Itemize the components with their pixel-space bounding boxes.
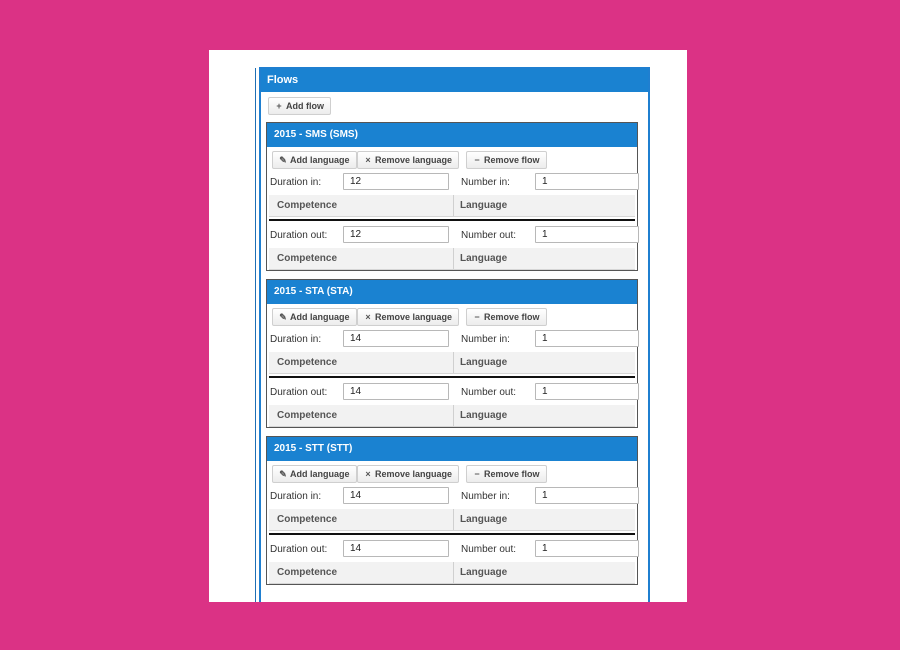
number-in-input[interactable] (535, 330, 639, 347)
output-fields-row (267, 381, 637, 405)
duration-out-label: Duration out: (270, 387, 328, 398)
remove-flow-button[interactable] (466, 465, 547, 483)
language-column-header[interactable]: Language (460, 514, 508, 525)
flow-title: 2015 - STT (STT) (267, 437, 637, 461)
in-table-header (269, 352, 635, 374)
minus-icon: − (474, 312, 480, 322)
duration-in-input[interactable] (343, 330, 449, 347)
duration-out-label: Duration out: (270, 544, 328, 555)
add-language-button[interactable] (272, 465, 357, 483)
number-out-input[interactable] (535, 540, 639, 557)
number-in-label: Number in: (461, 491, 510, 502)
flow-toolbar (267, 304, 637, 328)
duration-in-input[interactable] (343, 173, 449, 190)
number-out-label: Number out: (461, 544, 517, 555)
duration-in-label: Duration in: (270, 177, 322, 188)
out-table-header (269, 405, 635, 427)
output-fields-row (267, 538, 637, 562)
flows-panel (259, 67, 650, 602)
remove-flow-label: Remove flow (484, 469, 540, 479)
minus-icon: − (474, 155, 480, 165)
duration-in-input[interactable] (343, 487, 449, 504)
add-flow-toolbar (261, 92, 648, 122)
add-flow-button[interactable] (268, 97, 331, 115)
column-divider (453, 509, 454, 530)
pencil-icon: ✎ (279, 312, 287, 322)
duration-in-label: Duration in: (270, 334, 322, 345)
output-fields-row (267, 224, 637, 248)
remove-flow-label: Remove flow (484, 312, 540, 322)
add-language-button[interactable] (272, 308, 357, 326)
remove-language-button[interactable] (357, 465, 459, 483)
flows-card (209, 50, 687, 602)
add-language-button[interactable] (272, 151, 357, 169)
pencil-icon: ✎ (279, 469, 287, 479)
left-border-line (255, 68, 256, 602)
add-language-label: Add language (290, 469, 350, 479)
language-column-header[interactable]: Language (460, 410, 508, 421)
number-in-label: Number in: (461, 334, 510, 345)
duration-out-input[interactable] (343, 540, 449, 557)
competence-column-header[interactable]: Competence (277, 357, 338, 368)
toolbar-divider (458, 310, 459, 323)
column-divider (453, 248, 454, 269)
close-icon: × (365, 312, 371, 322)
flow-title: 2015 - STA (STA) (267, 280, 637, 304)
column-divider (453, 405, 454, 426)
language-column-header[interactable]: Language (460, 253, 508, 264)
number-out-label: Number out: (461, 230, 517, 241)
panel-title: Flows (261, 69, 648, 92)
in-table-header (269, 509, 635, 531)
add-language-label: Add language (290, 312, 350, 322)
out-table-header (269, 562, 635, 584)
number-in-input[interactable] (535, 487, 639, 504)
flow-section-stt (266, 436, 638, 585)
input-fields-row (267, 328, 637, 352)
toolbar-divider (458, 467, 459, 480)
number-out-input[interactable] (535, 383, 639, 400)
remove-language-button[interactable] (357, 308, 459, 326)
duration-out-input[interactable] (343, 226, 449, 243)
flow-section-sta (266, 279, 638, 428)
remove-flow-button[interactable] (466, 151, 547, 169)
remove-language-label: Remove language (375, 469, 453, 479)
pencil-icon: ✎ (279, 155, 287, 165)
flow-section-sms (266, 122, 638, 271)
add-flow-label: Add flow (286, 101, 324, 111)
duration-in-label: Duration in: (270, 491, 322, 502)
language-column-header[interactable]: Language (460, 200, 508, 211)
flow-title: 2015 - SMS (SMS) (267, 123, 637, 147)
out-table-header (269, 248, 635, 270)
input-fields-row (267, 485, 637, 509)
minus-icon: − (474, 469, 480, 479)
competence-column-header[interactable]: Competence (277, 410, 338, 421)
close-icon: × (365, 155, 371, 165)
number-out-input[interactable] (535, 226, 639, 243)
close-icon: × (365, 469, 371, 479)
add-language-label: Add language (290, 155, 350, 165)
duration-out-label: Duration out: (270, 230, 328, 241)
remove-flow-label: Remove flow (484, 155, 540, 165)
plus-icon: + (276, 101, 282, 111)
number-in-label: Number in: (461, 177, 510, 188)
column-divider (453, 562, 454, 583)
duration-out-input[interactable] (343, 383, 449, 400)
competence-column-header[interactable]: Competence (277, 253, 338, 264)
column-divider (453, 352, 454, 373)
number-out-label: Number out: (461, 387, 517, 398)
competence-column-header[interactable]: Competence (277, 567, 338, 578)
flow-toolbar (267, 461, 637, 485)
remove-language-label: Remove language (375, 312, 453, 322)
number-in-input[interactable] (535, 173, 639, 190)
remove-language-button[interactable] (357, 151, 459, 169)
in-table-header (269, 195, 635, 217)
toolbar-divider (458, 153, 459, 166)
competence-column-header[interactable]: Competence (277, 514, 338, 525)
input-fields-row (267, 171, 637, 195)
language-column-header[interactable]: Language (460, 357, 508, 368)
competence-column-header[interactable]: Competence (277, 200, 338, 211)
language-column-header[interactable]: Language (460, 567, 508, 578)
flow-toolbar (267, 147, 637, 171)
column-divider (453, 195, 454, 216)
remove-flow-button[interactable] (466, 308, 547, 326)
remove-language-label: Remove language (375, 155, 453, 165)
